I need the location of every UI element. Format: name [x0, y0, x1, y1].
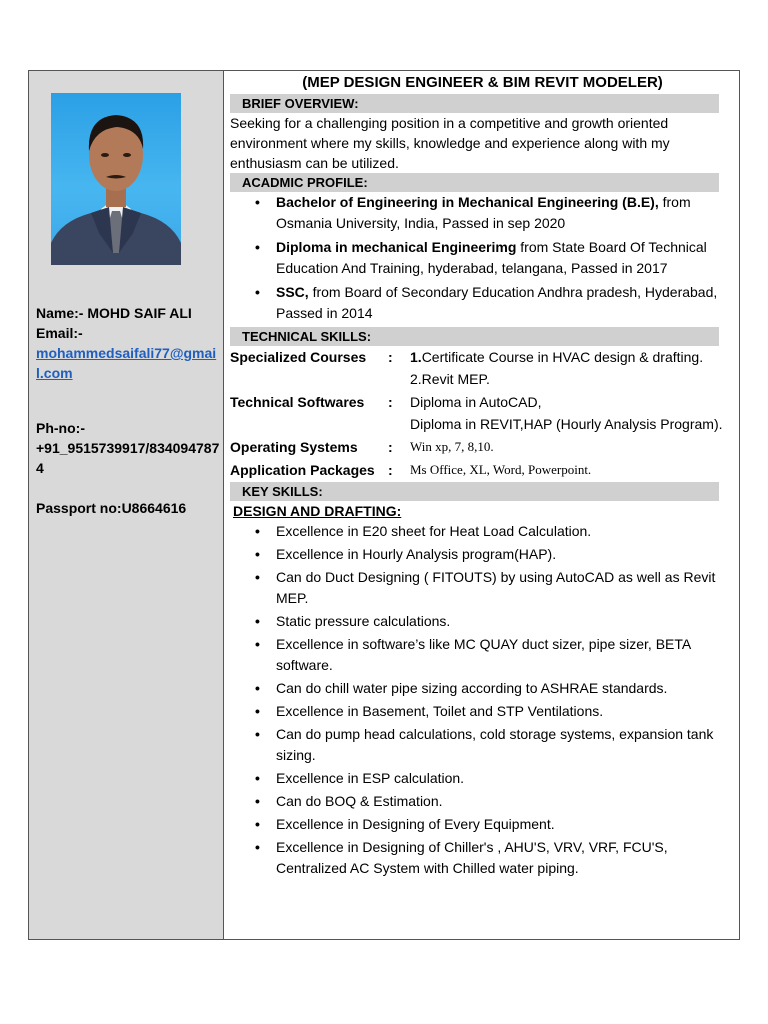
- list-item: • Excellence in ESP calculation.: [230, 768, 735, 789]
- phone-label: Ph-no:-: [36, 420, 85, 436]
- passport-number: Passport no:U8664616: [36, 500, 187, 516]
- list-item: • Diploma in mechanical Engineerimg from State Board Of Technical Education And Training, hyderabad, telangana, Passed in 2017: [230, 237, 735, 279]
- technical-heading: TECHNICAL SKILLS:: [230, 327, 719, 346]
- academic-heading: ACADMIC PROFILE:: [230, 173, 719, 192]
- design-drafting-subheading: DESIGN AND DRAFTING:: [233, 503, 402, 519]
- overview-text: Seeking for a challenging position in a competitive and growth oriented environment where my skills, knowledge and experience along with my enthusiasm can be utilized.: [230, 115, 670, 171]
- list-item: • Excellence in software’s like MC QUAY duct sizer, pipe sizer, BETA software.: [230, 634, 735, 676]
- table-row: Operating Systems : Win xp, 7, 8,10.: [230, 439, 494, 455]
- main-content: [230, 71, 735, 939]
- profile-photo: [51, 93, 181, 265]
- list-item: • Excellence in Basement, Toilet and STP Ventilations.: [230, 701, 735, 722]
- sidebar: [29, 71, 224, 939]
- table-row: Technical Softwares : Diploma in AutoCAD, Diploma in REVIT,HAP (Hourly Analysis Program).: [230, 394, 723, 432]
- overview-heading: BRIEF OVERVIEW:: [230, 94, 719, 113]
- skills-list: [230, 521, 735, 879]
- email-link[interactable]: mohammedsaifali77@gmail.com: [36, 345, 217, 381]
- contact-block: [36, 303, 221, 518]
- table-row: Specialized Courses : 1.Certificate Course in HVAC design & drafting. 2.Revit MEP.: [230, 349, 704, 387]
- list-item: • SSC, from Board of Secondary Education Andhra pradesh, Hyderabad, Passed in 2014: [230, 282, 735, 324]
- list-item: • Excellence in E20 sheet for Heat Load Calculation.: [230, 521, 735, 542]
- list-item: • Excellence in Designing of Every Equipment.: [230, 814, 735, 835]
- email-label: Email:-: [36, 325, 83, 341]
- academic-list: [230, 192, 735, 324]
- table-row: Application Packages : Ms Office, XL, Word, Powerpoint.: [230, 462, 592, 478]
- key-skills-heading: KEY SKILLS:: [230, 482, 719, 501]
- list-item: • Excellence in Hourly Analysis program(HAP).: [230, 544, 735, 565]
- resume-frame: [28, 70, 740, 940]
- technical-table: [230, 346, 735, 481]
- list-item: • Can do pump head calculations, cold storage systems, expansion tank sizing.: [230, 724, 735, 766]
- list-item: • Can do BOQ & Estimation.: [230, 791, 735, 812]
- page-title: (MEP DESIGN ENGINEER & BIM REVIT MODELER): [302, 74, 663, 91]
- list-item: • Static pressure calculations.: [230, 611, 735, 632]
- list-item: • Can do chill water pipe sizing according to ASHRAE standards.: [230, 678, 735, 699]
- person-portrait-icon: [51, 93, 181, 265]
- list-item: • Bachelor of Engineering in Mechanical Engineering (B.E), from Osmania University, India, Passed in sep 2020: [230, 192, 735, 234]
- list-item: • Excellence in Designing of Chiller's , AHU'S, VRV, VRF, FCU'S, Centralized AC System with Chilled water piping.: [230, 837, 735, 879]
- list-item: • Can do Duct Designing ( FITOUTS) by using AutoCAD as well as Revit MEP.: [230, 567, 735, 609]
- contact-name: Name:- MOHD SAIF ALI: [36, 305, 192, 321]
- phone-number: +91_9515739917/8340947874: [36, 440, 220, 476]
